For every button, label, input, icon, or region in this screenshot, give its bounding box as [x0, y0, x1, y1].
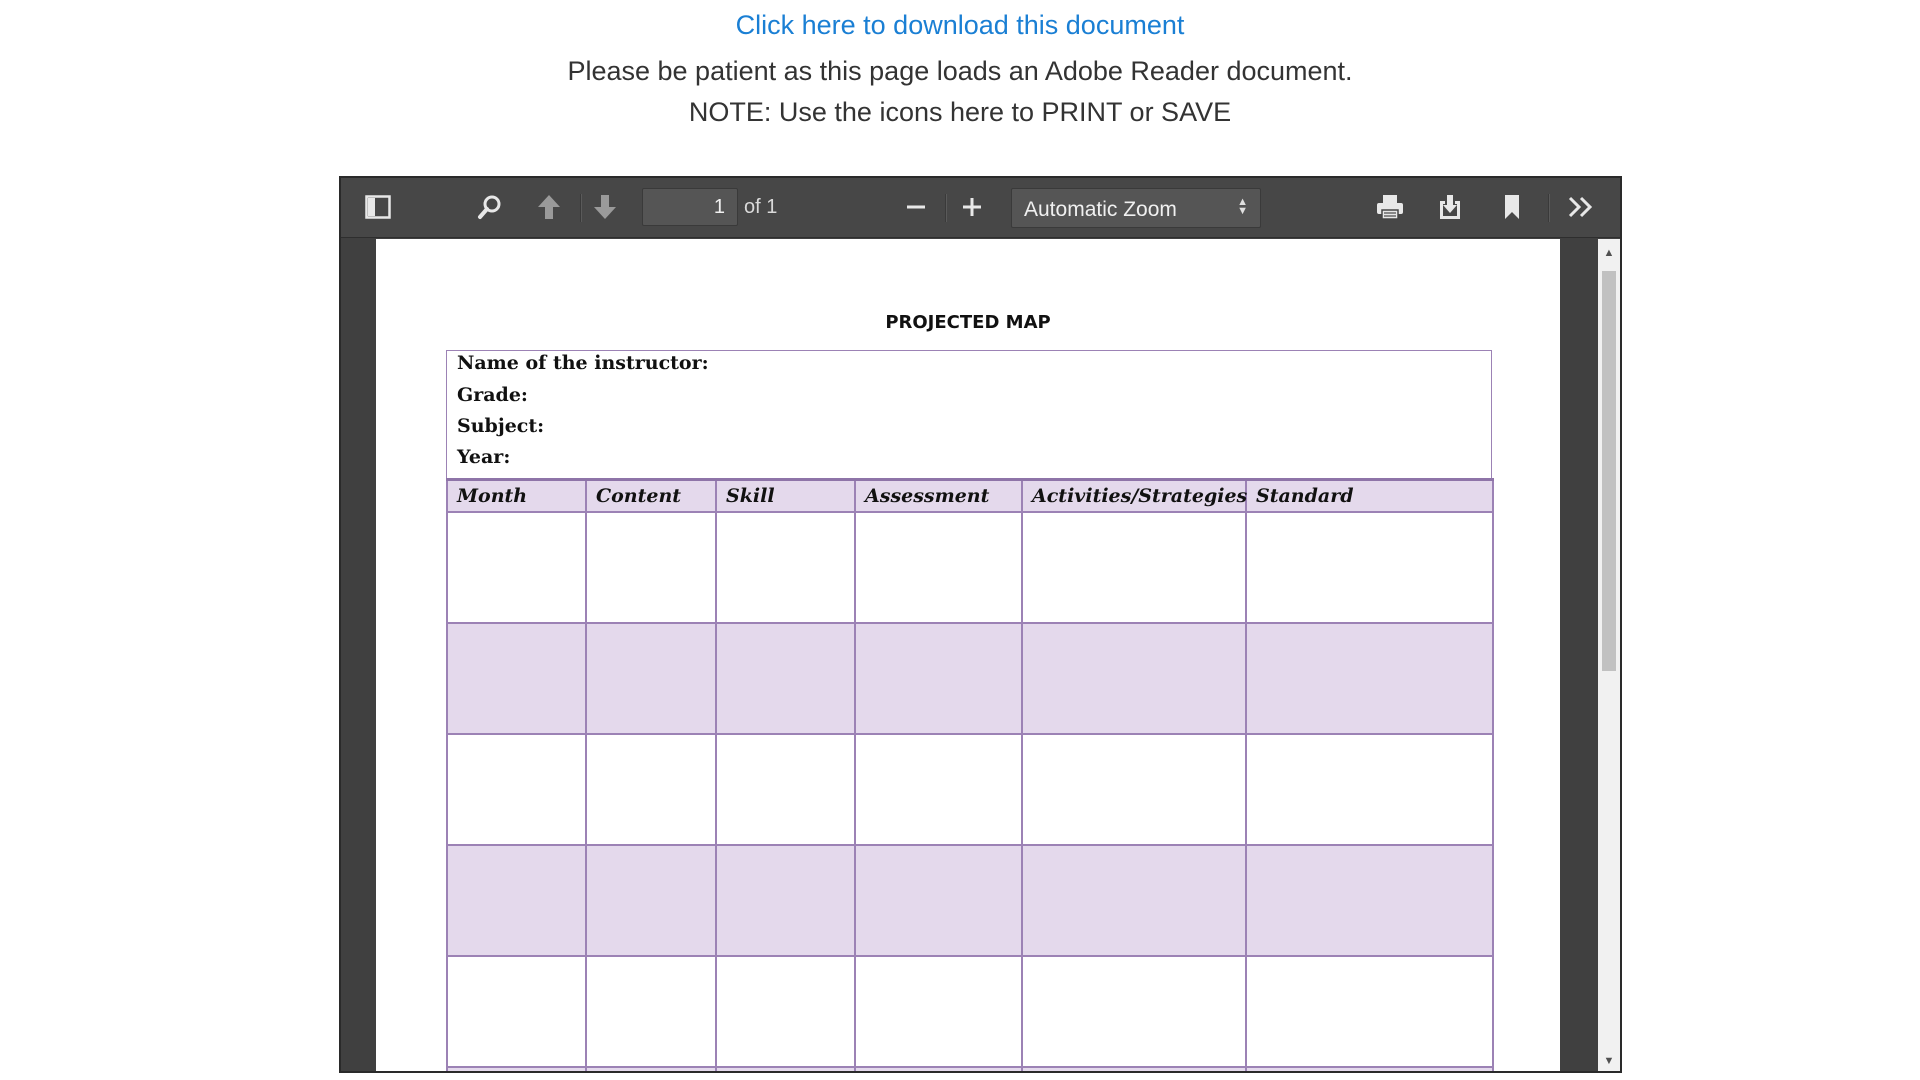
column-header-month: Month: [447, 480, 586, 512]
zoom-select[interactable]: [1011, 188, 1261, 228]
table-cell: [586, 512, 716, 623]
table-cell: [1022, 1067, 1246, 1074]
zoom-in-icon: [961, 196, 983, 218]
sidebar-toggle-icon: [365, 195, 391, 219]
loading-notice: Please be patient as this page loads an Adobe Reader document.: [567, 56, 1353, 86]
table-cell: [447, 512, 586, 623]
table-cell: [586, 623, 716, 734]
scroll-thumb[interactable]: [1602, 271, 1616, 671]
column-header-activities: Activities/Strategies: [1022, 480, 1246, 512]
table-cell: [447, 734, 586, 845]
zoom-select-value: Automatic Zoom: [1024, 198, 1177, 221]
subject-label: Subject:: [457, 415, 545, 437]
table-cell: [1246, 512, 1493, 623]
table-cell: [855, 1067, 1022, 1074]
tools-button[interactable]: [1564, 190, 1598, 224]
year-label: Year:: [457, 446, 511, 468]
column-header-standard: Standard: [1246, 480, 1493, 512]
table-cell: [716, 512, 855, 623]
sidebar-toggle-button[interactable]: [361, 190, 395, 224]
table-cell: [855, 734, 1022, 845]
tools-icon: [1567, 195, 1595, 219]
table-cell: [1022, 734, 1246, 845]
scroll-down-icon[interactable]: ▼: [1603, 1055, 1615, 1067]
table-row: [447, 1067, 1493, 1074]
table-cell: [447, 956, 586, 1067]
column-header-skill: Skill: [716, 480, 855, 512]
download-icon: [1437, 193, 1463, 221]
zoom-in-button[interactable]: [955, 190, 989, 224]
grade-label: Grade:: [457, 384, 528, 406]
table-cell: [1022, 512, 1246, 623]
table-row: [447, 845, 1493, 956]
instructor-info-box: [446, 350, 1492, 478]
column-header-assessment: Assessment: [855, 480, 1022, 512]
document-area: [341, 239, 1620, 1073]
table-cell: [1246, 1067, 1493, 1074]
table-cell: [586, 845, 716, 956]
download-document-link[interactable]: Click here to download this document: [735, 10, 1185, 40]
table-cell: [447, 1067, 586, 1074]
table-cell: [1246, 845, 1493, 956]
table-cell: [716, 623, 855, 734]
column-header-content: Content: [586, 480, 716, 512]
previous-page-button[interactable]: [532, 190, 566, 224]
table-header-row: [447, 480, 1493, 512]
download-button[interactable]: [1433, 190, 1467, 224]
page-number-input[interactable]: [642, 188, 738, 226]
print-icon: [1375, 193, 1405, 221]
bookmark-icon: [1502, 193, 1522, 221]
table-cell: [586, 956, 716, 1067]
table-cell: [1022, 845, 1246, 956]
table-cell: [1022, 623, 1246, 734]
zoom-out-icon: [905, 196, 927, 218]
vertical-scrollbar[interactable]: [1598, 239, 1620, 1073]
table-cell: [855, 845, 1022, 956]
projected-map-table: [446, 478, 1494, 1073]
table-cell: [855, 623, 1022, 734]
table-cell: [716, 734, 855, 845]
print-button[interactable]: [1373, 190, 1407, 224]
table-cell: [716, 956, 855, 1067]
document-title: PROJECTED MAP: [885, 312, 1051, 333]
table-cell: [447, 623, 586, 734]
table-cell: [855, 956, 1022, 1067]
document-page: [376, 239, 1560, 1073]
scroll-up-icon[interactable]: ▲: [1603, 247, 1615, 259]
instructor-name-label: Name of the instructor:: [457, 352, 709, 374]
find-button[interactable]: [473, 190, 507, 224]
page-count-label: of 1: [744, 196, 778, 218]
next-page-icon: [592, 193, 618, 221]
table-cell: [716, 1067, 855, 1074]
table-cell: [447, 845, 586, 956]
table-cell: [586, 734, 716, 845]
table-cell: [586, 1067, 716, 1074]
table-row: [447, 623, 1493, 734]
table-cell: [1246, 623, 1493, 734]
table-cell: [1246, 956, 1493, 1067]
bookmark-button[interactable]: [1495, 190, 1529, 224]
table-cell: [1022, 956, 1246, 1067]
print-save-note: NOTE: Use the icons here to PRINT or SAVE: [688, 97, 1232, 127]
previous-page-icon: [536, 193, 562, 221]
table-cell: [855, 512, 1022, 623]
table-row: [447, 512, 1493, 623]
next-page-button[interactable]: [588, 190, 622, 224]
table-row: [447, 956, 1493, 1067]
table-row: [447, 734, 1493, 845]
table-cell: [716, 845, 855, 956]
pdf-viewer: [339, 176, 1622, 1073]
pdf-toolbar: [341, 178, 1620, 238]
updown-arrows-icon: ▲ ▼: [1237, 196, 1248, 217]
zoom-out-button[interactable]: [899, 190, 933, 224]
table-cell: [1246, 734, 1493, 845]
search-icon: [477, 194, 503, 220]
